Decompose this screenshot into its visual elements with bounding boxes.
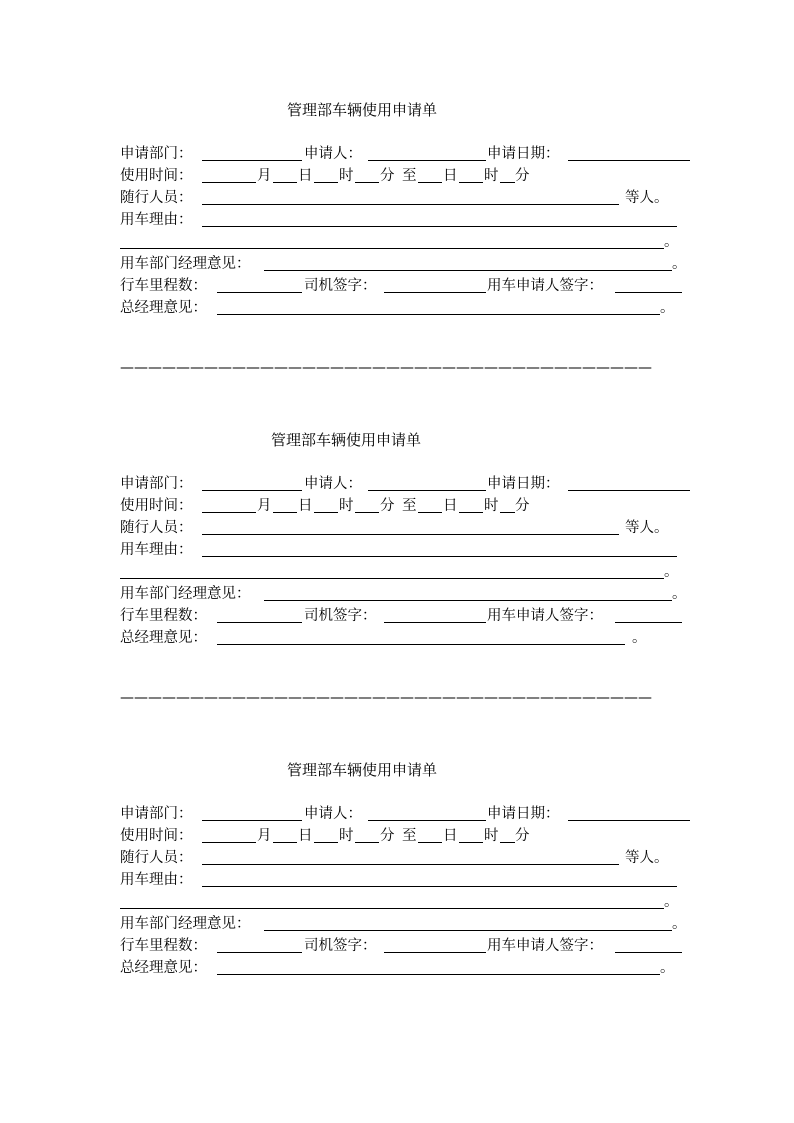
- day-unit: 日: [298, 168, 313, 184]
- companions-label: 随行人员：: [120, 850, 193, 866]
- reason-label: 用车理由：: [120, 872, 193, 888]
- companions-label: 随行人员：: [120, 190, 193, 206]
- date-label: 申请日期：: [487, 476, 560, 492]
- to-label: 至: [402, 168, 417, 184]
- date-field[interactable]: [568, 160, 690, 161]
- end-minute-field[interactable]: [500, 842, 515, 843]
- reason-period: 。: [664, 894, 679, 910]
- dept-label: 申请部门：: [120, 146, 193, 162]
- time-label: 使用时间：: [120, 828, 193, 844]
- manager-period: 。: [672, 586, 687, 602]
- start-day-field[interactable]: [273, 182, 297, 183]
- companions-suffix: 等人。: [625, 520, 669, 536]
- hour-unit-2: 时: [484, 168, 499, 184]
- driver-field[interactable]: [384, 292, 486, 293]
- start-hour-field[interactable]: [314, 842, 338, 843]
- day-unit: 日: [298, 828, 313, 844]
- gm-label: 总经理意见：: [120, 630, 207, 646]
- start-minute-field[interactable]: [355, 842, 379, 843]
- day-unit-2: 日: [443, 168, 458, 184]
- gm-field[interactable]: [217, 644, 625, 645]
- sign-label: 用车申请人签字：: [487, 608, 603, 624]
- end-minute-field[interactable]: [500, 182, 515, 183]
- applicant-label: 申请人：: [304, 476, 362, 492]
- time-label: 使用时间：: [120, 498, 193, 514]
- gm-period: 。: [660, 960, 675, 976]
- date-field[interactable]: [568, 490, 690, 491]
- companions-suffix: 等人。: [625, 190, 669, 206]
- end-day-field[interactable]: [418, 842, 442, 843]
- gm-label: 总经理意见：: [120, 960, 207, 976]
- mileage-label: 行车里程数：: [120, 608, 207, 624]
- manager-field[interactable]: [264, 930, 672, 931]
- to-label: 至: [402, 498, 417, 514]
- manager-label: 用车部门经理意见：: [120, 586, 251, 602]
- start-hour-field[interactable]: [314, 182, 338, 183]
- gm-field[interactable]: [217, 974, 660, 975]
- applicant-field[interactable]: [368, 160, 486, 161]
- manager-field[interactable]: [264, 270, 672, 271]
- mileage-field[interactable]: [217, 622, 302, 623]
- start-minute-field[interactable]: [355, 512, 379, 513]
- gm-period: 。: [632, 630, 647, 646]
- hour-unit: 时: [339, 168, 354, 184]
- sign-label: 用车申请人签字：: [487, 278, 603, 294]
- driver-label: 司机签字：: [304, 938, 377, 954]
- month-unit: 月: [257, 828, 272, 844]
- driver-label: 司机签字：: [304, 608, 377, 624]
- start-minute-field[interactable]: [355, 182, 379, 183]
- minute-unit: 分: [380, 168, 395, 184]
- dept-field[interactable]: [202, 820, 302, 821]
- reason-field[interactable]: [202, 886, 677, 887]
- date-label: 申请日期：: [487, 806, 560, 822]
- end-hour-field[interactable]: [459, 182, 483, 183]
- reason-field-line-2[interactable]: [120, 578, 664, 579]
- cut-line-1: ——————————————————————————————————————: [120, 360, 652, 376]
- start-hour-field[interactable]: [314, 512, 338, 513]
- minute-unit: 分: [380, 498, 395, 514]
- form-title: 管理部车辆使用申请单: [287, 101, 438, 119]
- reason-label: 用车理由：: [120, 542, 193, 558]
- gm-label: 总经理意见：: [120, 300, 207, 316]
- start-month-field[interactable]: [202, 182, 256, 183]
- companions-field[interactable]: [202, 534, 619, 535]
- manager-period: 。: [672, 916, 687, 932]
- applicant-field[interactable]: [368, 490, 486, 491]
- companions-field[interactable]: [202, 864, 619, 865]
- reason-label: 用车理由：: [120, 212, 193, 228]
- sign-field[interactable]: [615, 952, 682, 953]
- manager-period: 。: [672, 256, 687, 272]
- start-day-field[interactable]: [273, 512, 297, 513]
- gm-period: 。: [660, 300, 675, 316]
- form-title: 管理部车辆使用申请单: [271, 431, 422, 449]
- cut-line-2: ——————————————————————————————————————: [120, 690, 652, 706]
- reason-field[interactable]: [202, 226, 677, 227]
- time-label: 使用时间：: [120, 168, 193, 184]
- sign-field[interactable]: [615, 622, 682, 623]
- companions-field[interactable]: [202, 204, 619, 205]
- reason-period: 。: [664, 234, 679, 250]
- form-title: 管理部车辆使用申请单: [287, 761, 438, 779]
- applicant-label: 申请人：: [304, 146, 362, 162]
- reason-field-line-2[interactable]: [120, 908, 664, 909]
- driver-field[interactable]: [384, 952, 486, 953]
- hour-unit: 时: [339, 828, 354, 844]
- month-unit: 月: [257, 168, 272, 184]
- month-unit: 月: [257, 498, 272, 514]
- hour-unit: 时: [339, 498, 354, 514]
- minute-unit-2: 分: [515, 498, 530, 514]
- reason-field[interactable]: [202, 556, 677, 557]
- manager-field[interactable]: [264, 600, 672, 601]
- applicant-field[interactable]: [368, 820, 486, 821]
- hour-unit-2: 时: [484, 828, 499, 844]
- driver-label: 司机签字：: [304, 278, 377, 294]
- mileage-field[interactable]: [217, 292, 302, 293]
- to-label: 至: [402, 828, 417, 844]
- dept-label: 申请部门：: [120, 476, 193, 492]
- sign-field[interactable]: [615, 292, 682, 293]
- mileage-label: 行车里程数：: [120, 278, 207, 294]
- hour-unit-2: 时: [484, 498, 499, 514]
- date-field[interactable]: [568, 820, 690, 821]
- driver-field[interactable]: [384, 622, 486, 623]
- start-day-field[interactable]: [273, 842, 297, 843]
- mileage-label: 行车里程数：: [120, 938, 207, 954]
- applicant-label: 申请人：: [304, 806, 362, 822]
- companions-suffix: 等人。: [625, 850, 669, 866]
- reason-period: 。: [664, 564, 679, 580]
- companions-label: 随行人员：: [120, 520, 193, 536]
- manager-label: 用车部门经理意见：: [120, 916, 251, 932]
- end-day-field[interactable]: [418, 512, 442, 513]
- end-hour-field[interactable]: [459, 512, 483, 513]
- day-unit-2: 日: [443, 828, 458, 844]
- manager-label: 用车部门经理意见：: [120, 256, 251, 272]
- dept-field[interactable]: [202, 160, 302, 161]
- reason-field-line-2[interactable]: [120, 248, 664, 249]
- sign-label: 用车申请人签字：: [487, 938, 603, 954]
- minute-unit-2: 分: [515, 168, 530, 184]
- minute-unit: 分: [380, 828, 395, 844]
- end-hour-field[interactable]: [459, 842, 483, 843]
- start-month-field[interactable]: [202, 842, 256, 843]
- date-label: 申请日期：: [487, 146, 560, 162]
- start-month-field[interactable]: [202, 512, 256, 513]
- end-minute-field[interactable]: [500, 512, 515, 513]
- minute-unit-2: 分: [515, 828, 530, 844]
- gm-field[interactable]: [217, 314, 660, 315]
- day-unit-2: 日: [443, 498, 458, 514]
- mileage-field[interactable]: [217, 952, 302, 953]
- end-day-field[interactable]: [418, 182, 442, 183]
- day-unit: 日: [298, 498, 313, 514]
- dept-label: 申请部门：: [120, 806, 193, 822]
- dept-field[interactable]: [202, 490, 302, 491]
